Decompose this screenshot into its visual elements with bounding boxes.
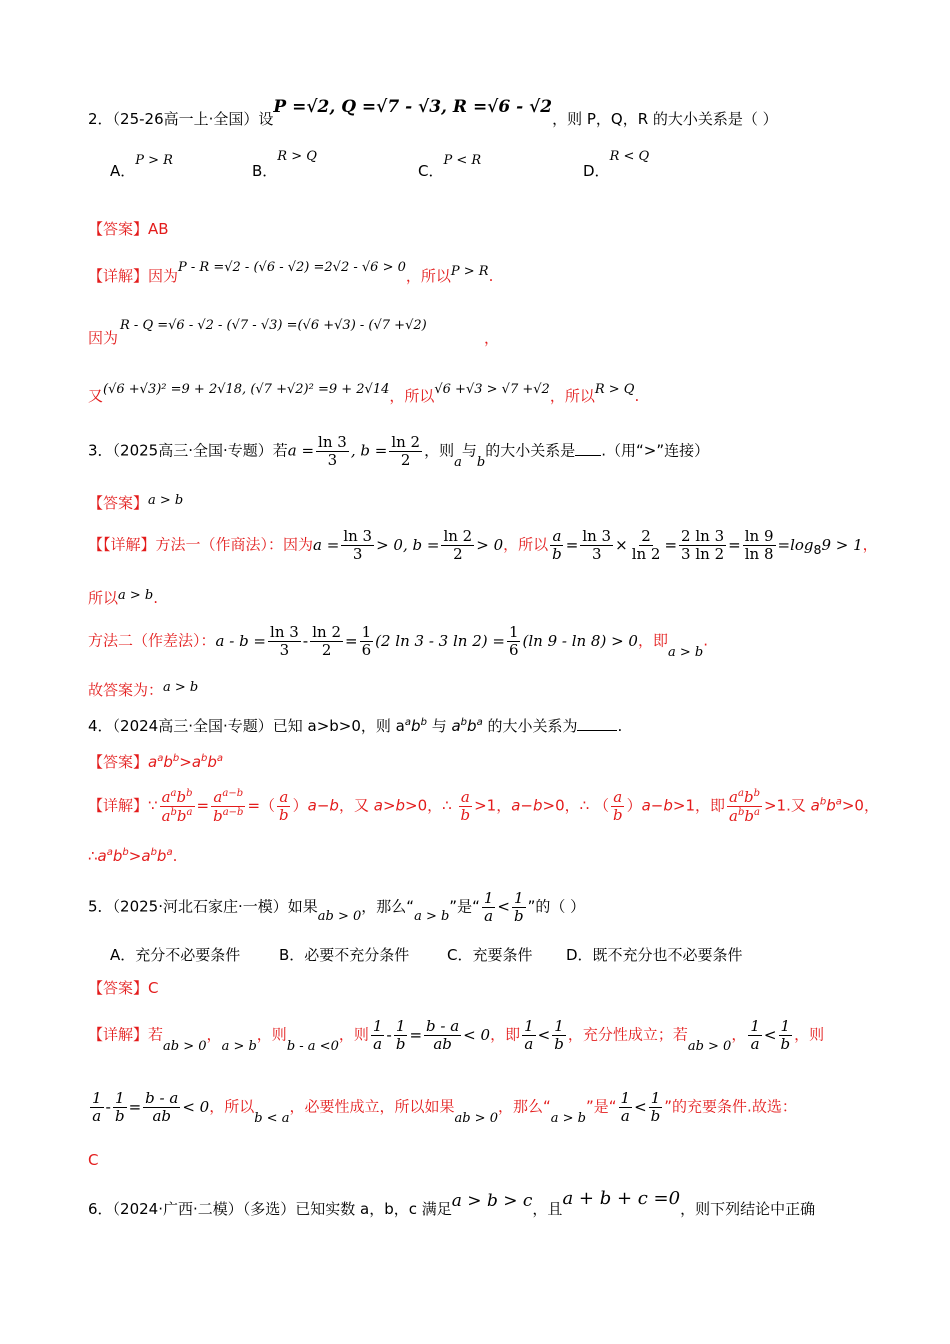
q5-option-c[interactable]: C．充要条件 (447, 946, 533, 964)
q5-stem: 5．（2025·河北石家庄·一模）如果ab > 0，那么“a > b”是“ $\frac{1}{a}$ < $\frac{1}{b}$ ”的（ ） (88, 889, 586, 925)
q5-answer: 【答案】C (88, 979, 159, 997)
q4-answer: 【答案】$a^ab^b>a^bb^a$ (88, 753, 224, 771)
q2-option-d[interactable]: D．R < Q (583, 149, 650, 180)
q2-detail-line2-math: R - Q =√6 - √2 - (√7 - √3) =(√6 +√3) - (√7 +√2) (120, 318, 427, 333)
q4-detail-line2: $\therefore a^ab^b>a^bb^a$. (88, 847, 178, 865)
q5-option-a[interactable]: A．充分不必要条件 (110, 946, 241, 964)
q5-option-b[interactable]: B．必要不充分条件 (279, 946, 410, 964)
q5-detail-line1: 【详解】若ab > 0，a > b，则b - a <0，则 $\frac{1}{a}$ - $\frac{1}{b}$ = $\frac{b - a}{ab}$ < 0，即 $\frac{1}{a}$ < $\frac{1}{b}$ ，充分性成立；若ab > 0， $\frac{1}{a}$ < $\frac{1}{b}$ ，则 (88, 1017, 825, 1054)
q2-formula: P =√2, Q =√7 - √3, R =√6 - √2 (273, 97, 553, 117)
q2-answer: 【答案】AB (88, 220, 169, 238)
q4-detail: 【详解】∵ $\frac{a^ab^b}{a^bb^a}$ = $\frac{a^{a-b}}{b^{a-b}}$ =（ $\frac{a}{b}$ ）a−b，又 a>b>0，∴ $\frac{a}{b}$ >1，a−b>0，∴ （ $\frac{a}{b}$ ）a−b>1，即 $\frac{a^ab^b}{a^bb^a}$ >1.又 $a^bb^a>0$， (88, 788, 879, 825)
q2-detail-line2: 因为 ， (88, 329, 500, 347)
q4-answer-blank[interactable] (577, 730, 617, 731)
q5-detail-line2: $\frac{1}{a}$ - $\frac{1}{b}$ = $\frac{b - a}{ab}$ < 0，所以b < a，必要性成立，所以如果ab > 0，那么“a > b”是“ $\frac{1}{a}$ < $\frac{1}{b}$ ”的充要条件.故选： (92, 1089, 797, 1126)
q3-final: 故答案为：a > b (88, 680, 199, 699)
q3-method1-line2: 所以a > b. (88, 588, 159, 607)
q3-stem: 3．（2025高三·全国·专题）若a = $\frac{\ln 3}{3}$ , b = $\frac{\ln 2}{2}$ ，则a与b的大小关系是 .（用“>”连接） (88, 433, 710, 470)
q3-answer-blank[interactable] (575, 455, 601, 456)
q2-detail-line1: 【详解】因为P - R =√2 - (√6 - √2) =2√2 - √6 > 0，所以P > R. (88, 260, 494, 285)
q4-stem: 4．（2024高三·全国·专题）已知 a>b>0，则 $a^ab^b$ 与 $a^bb^a$ 的大小关系为 . (88, 717, 623, 735)
q3-method1: 【【详解】方法一（作商法）：因为a = $\frac{\ln 3}{3}$ > 0, b = $\frac{\ln 2}{2}$ > 0，所以 $\frac{a}{b}$ = $\frac{\ln 3}{3}$ × $\frac{2}{\ln 2}$ = $\frac{2 \ln 3}{3 \ln 2}$ = $\frac{\ln 9}{\ln 8}$ $=\log_89 > 1$， (88, 527, 878, 563)
q6-stem: 6．（2024·广西·二模）（多选）已知实数 a，b，c 满足a > b > c，且a + b + c =0，则下列结论中正确 (88, 1188, 816, 1218)
q2-option-a[interactable]: A．P > R (110, 153, 173, 180)
q5-option-d[interactable]: D．既不充分也不必要条件 (566, 946, 743, 964)
q2-option-b[interactable]: B．R > Q (252, 149, 317, 180)
q3-answer: 【答案】a > b (88, 493, 184, 512)
q2-detail-line3: 又(√6 +√3)² =9 + 2√18, (√7 +√2)² =9 + 2√14，所以√6 +√3 > √7 +√2，所以R > Q. (88, 382, 640, 405)
q2-option-c[interactable]: C．P < R (418, 153, 482, 180)
q3-method2: 方法二（作差法）：a - b = $\frac{\ln 3}{3}$ - $\frac{\ln 2}{2}$ = $\frac{1}{6}$ (2 ln 3 - 3 ln 2) = $\frac{1}{6}$ (ln 9 - ln 8) > 0，即a > b. (88, 623, 709, 660)
q2-stem: 2．（25-26高一上·全国）设P =√2, Q =√7 - √3, R =√6 - √2，则 P，Q，R 的大小关系是（ ） (88, 97, 778, 128)
q5-detail-line3: C (88, 1151, 99, 1169)
